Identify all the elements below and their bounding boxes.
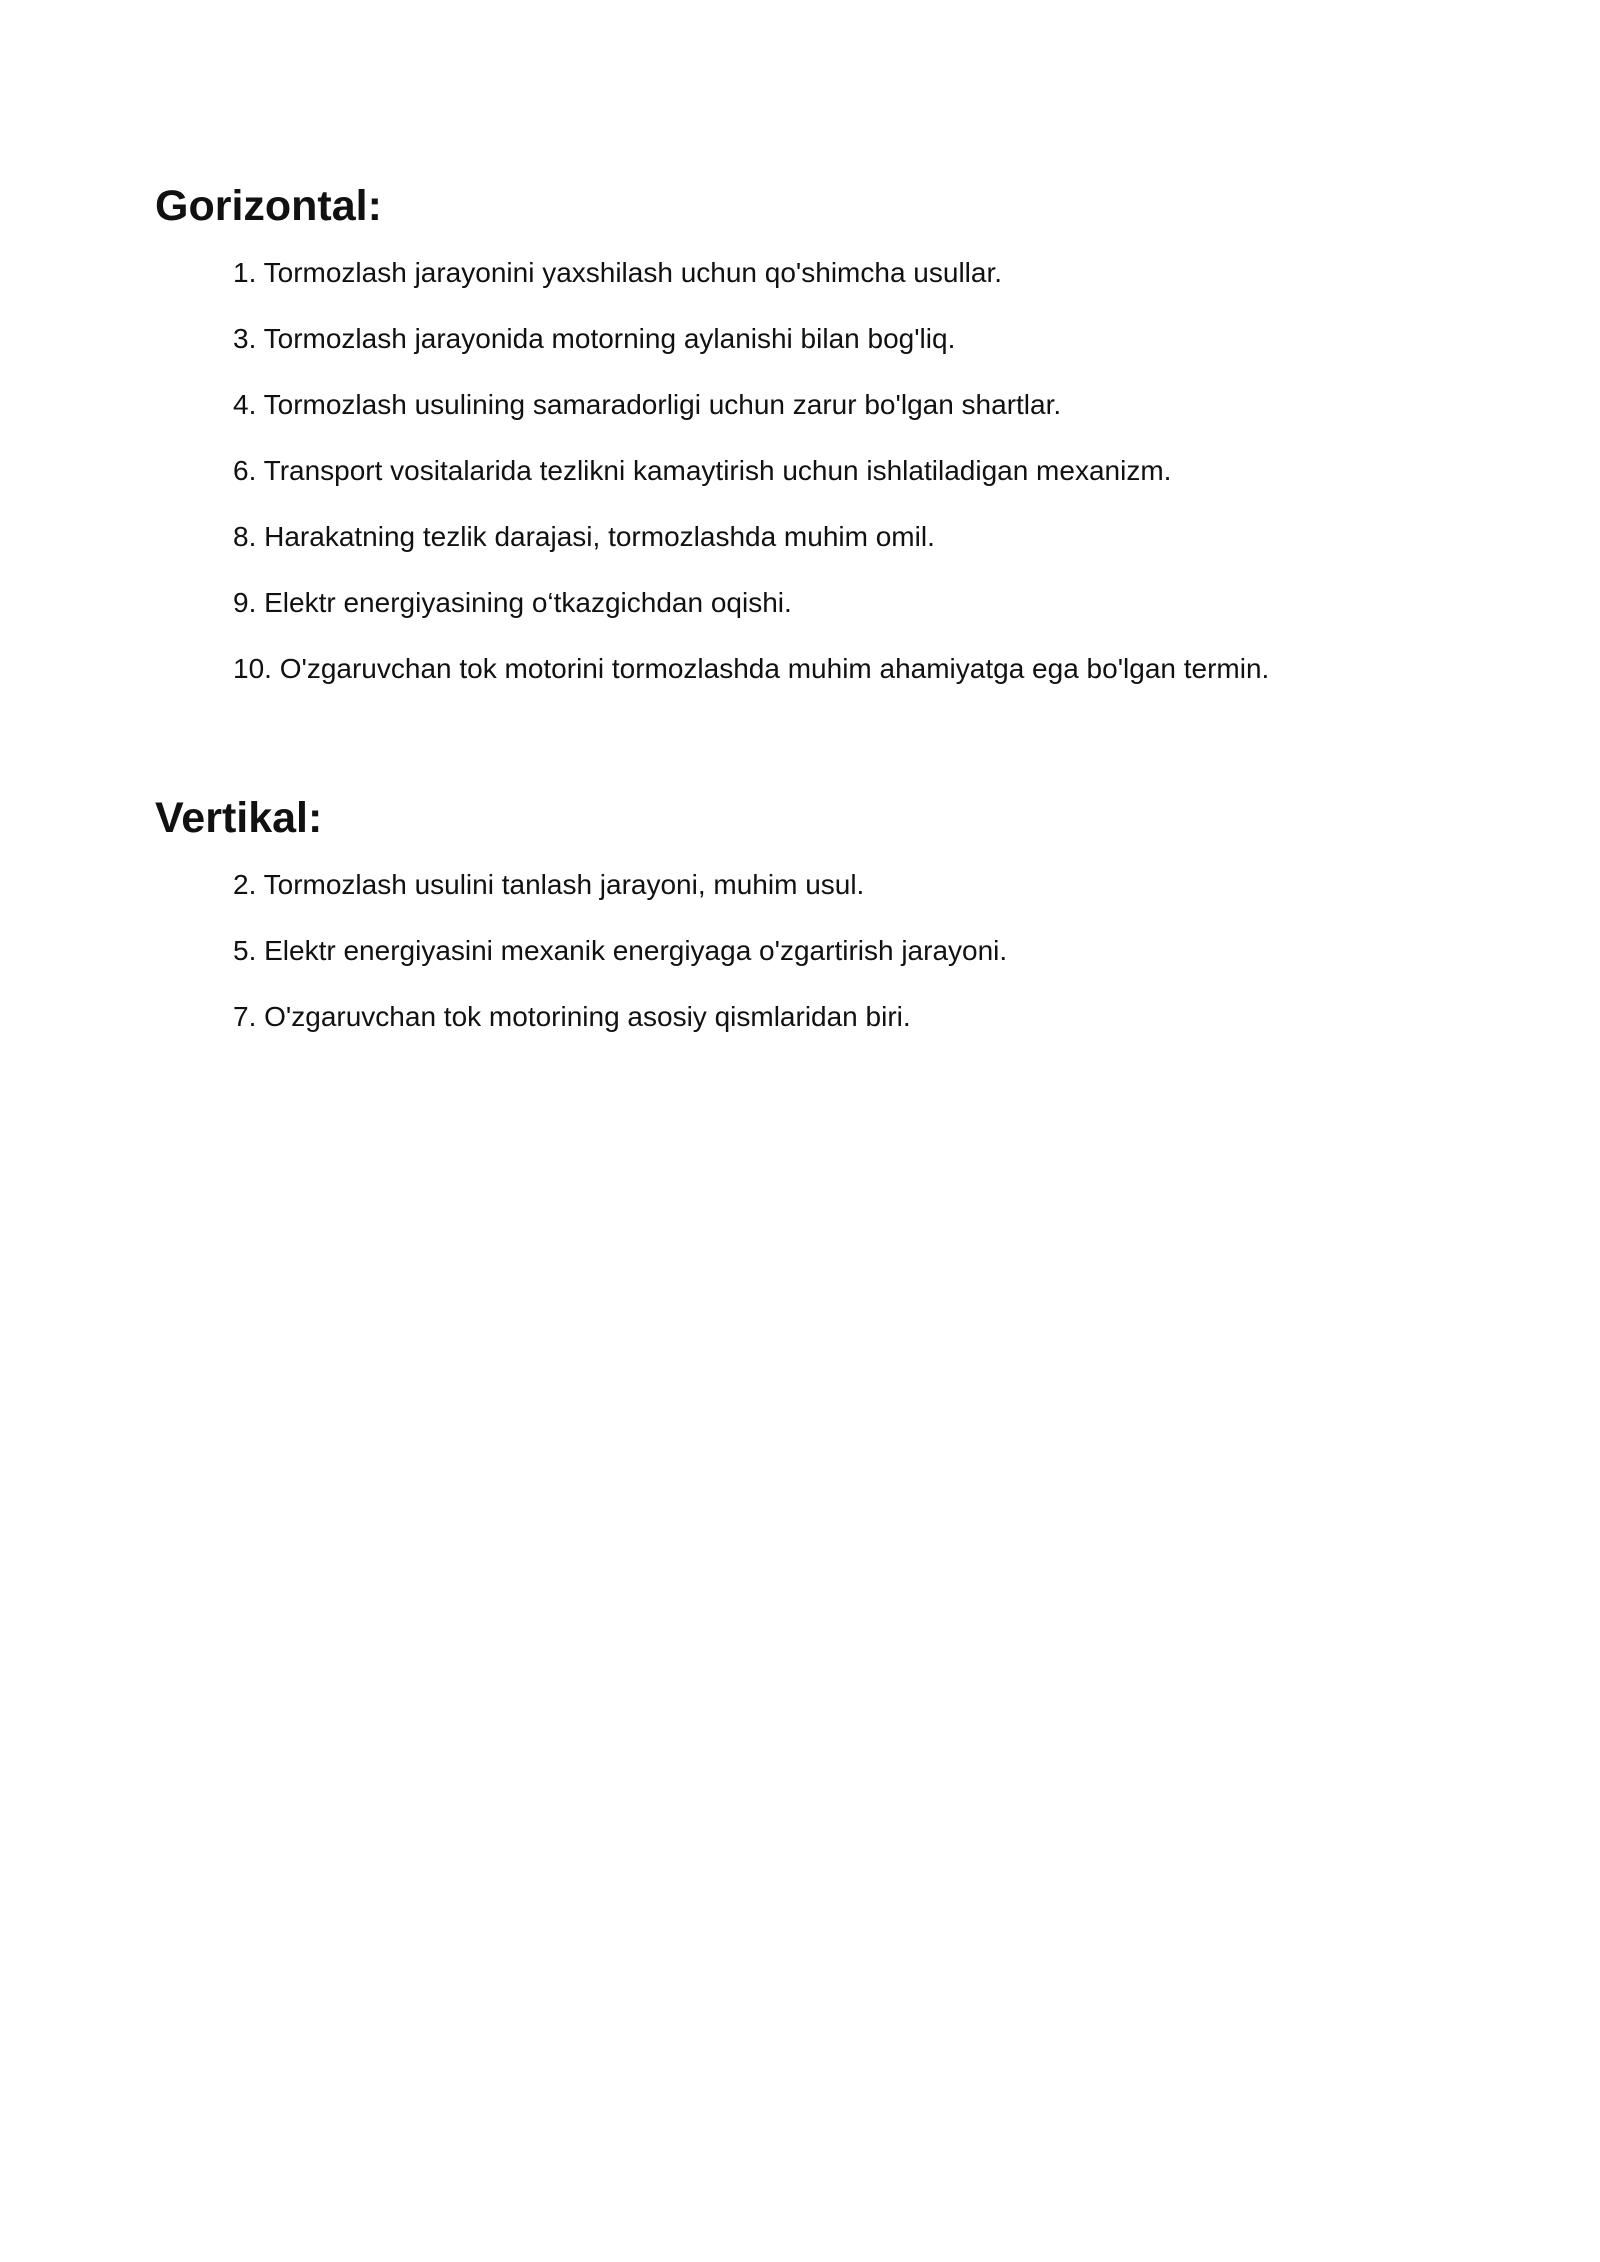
horizontal-clue-4: 4. Tormozlash usulining samaradorligi uchun zarur bo'lgan shartlar.	[233, 389, 1062, 420]
horizontal-clue-3: 3. Tormozlash jarayonida motorning aylanishi bilan bog'liq.	[233, 323, 956, 354]
horizontal-clue-list	[155, 256, 1455, 686]
horizontal-clue-9: 9. Elektr energiyasining o‘tkazgichdan oqishi.	[233, 587, 792, 618]
vertical-heading: Vertikal:	[155, 794, 323, 842]
horizontal-clue-8: 8. Harakatning tezlik darajasi, tormozlashda muhim omil.	[233, 521, 935, 552]
vertical-clues-section	[155, 790, 1455, 1066]
vertical-clue-7: 7. O'zgaruvchan tok motorining asosiy qismlaridan biri.	[233, 1001, 911, 1032]
horizontal-clue-1: 1. Tormozlash jarayonini yaxshilash uchun qo'shimcha usullar.	[233, 257, 1003, 288]
vertical-clue-list	[155, 868, 1455, 1034]
horizontal-heading: Gorizontal:	[155, 182, 382, 230]
horizontal-clue-10: 10. O'zgaruvchan tok motorini tormozlashda muhim ahamiyatga ega bo'lgan termin.	[233, 653, 1270, 684]
vertical-clue-5: 5. Elektr energiyasini mexanik energiyaga o'zgartirish jarayoni.	[233, 935, 1008, 966]
horizontal-clues-section	[155, 178, 1455, 718]
horizontal-clue-6: 6. Transport vositalarida tezlikni kamaytirish uchun ishlatiladigan mexanizm.	[233, 455, 1172, 486]
vertical-clue-2: 2. Tormozlash usulini tanlash jarayoni, muhim usul.	[233, 869, 865, 900]
